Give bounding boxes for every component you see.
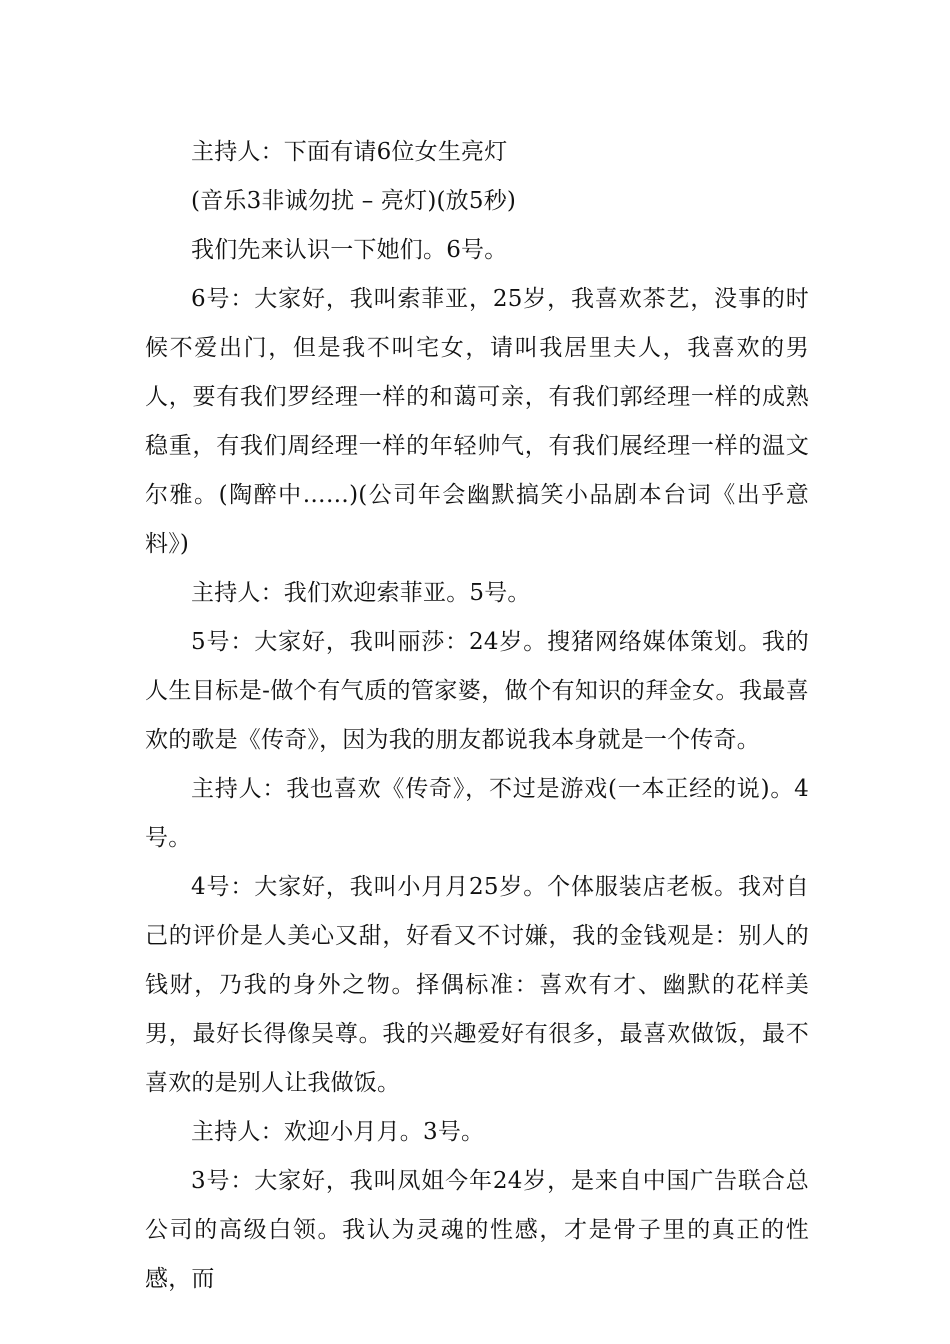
paragraph-number-six: 6号：大家好，我叫索菲亚，25岁，我喜欢茶艺，没事的时候不爱出门，但是我不叫宅女，请叫我居里夫人，我喜欢的男人，要有我们罗经理一样的和蔼可亲，有我们郭经理一样的成熟稳重，有我们周经理一样的年轻帅气，有我们展经理一样的温文尔雅。(陶醉中……)(公司年会幽默搞笑小品剧本台词《出乎意料》) [145, 286, 809, 557]
paragraph-number-three: 3号：大家好，我叫凤姐今年24岁，是来自中国广告联合总公司的高级白领。我认为灵魂的性感，才是骨子里的真正的性感，而 [145, 1168, 809, 1292]
paragraph-host-welcome-yueyue: 主持人：欢迎小月月。3号。 [191, 1119, 485, 1145]
paragraph-host-welcome-sofia: 主持人：我们欢迎索菲亚。5号。 [191, 580, 531, 606]
paragraph-number-five: 5号：大家好，我叫丽莎：24岁。搜猪网络媒体策划。我的人生目标是-做个有气质的管家婆，做个有知识的拜金女。我最喜欢的歌是《传奇》，因为我的朋友都说我本身就是一个传奇。 [145, 629, 809, 753]
paragraph-music-cue: (音乐3非诚勿扰 – 亮灯)(放5秒) [191, 188, 517, 214]
paragraph-host-legend: 主持人：我也喜欢《传奇》，不过是游戏(一本正经的说)。4号。 [145, 776, 809, 851]
paragraph-introduce-six: 我们先来认识一下她们。6号。 [191, 237, 508, 263]
document-body [145, 128, 809, 1304]
paragraph-host-intro: 主持人：下面有请6位女生亮灯 [191, 139, 508, 165]
paragraph-number-four: 4号：大家好，我叫小月月25岁。个体服装店老板。我对自己的评价是人美心又甜，好看又不讨嫌，我的金钱观是：别人的钱财，乃我的身外之物。择偶标准：喜欢有才、幽默的花样美男，最好长得像吴尊。我的兴趣爱好有很多，最喜欢做饭，最不喜欢的是别人让我做饭。 [145, 874, 809, 1096]
